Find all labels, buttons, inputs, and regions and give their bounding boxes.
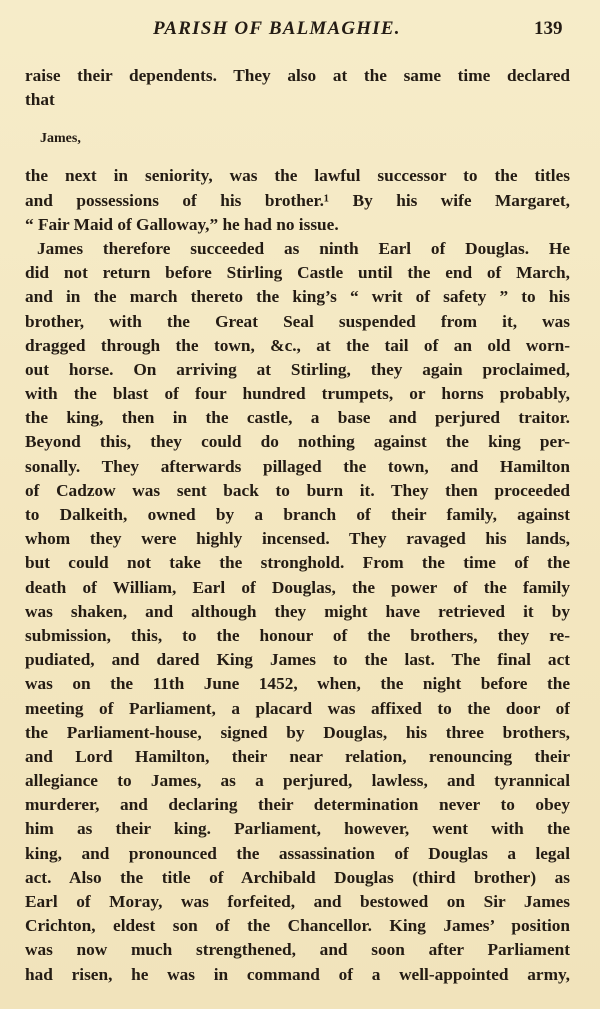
text-line: Earl of Moray, was forfeited, and bestowed on Sir James <box>25 892 570 911</box>
text-line: was on the 11th June 1452, when, the night before the <box>25 674 570 694</box>
text-line: had risen, he was in command of a well-appointed army, <box>25 964 570 984</box>
text-line: brother, with the Great Seal suspended from it, was <box>25 311 570 331</box>
text-line: was now much strengthened, and soon after Parliament <box>25 940 570 960</box>
text-line: Crichton, eldest son of the Chancellor. King James’ position <box>25 916 570 936</box>
text-line: of Cadzow was sent back to burn it. They then proceeded <box>25 480 570 500</box>
text-line: meeting of Parliament, a placard was affixed to the door of <box>25 698 570 718</box>
text-line: allegiance to James, as a perjured, lawless, and tyrannical <box>25 771 570 791</box>
person-heading: James, <box>40 131 81 147</box>
page-number: 139 <box>534 18 563 39</box>
text-line: did not return before Stirling Castle until the end of March, <box>25 263 570 283</box>
opening-paragraph <box>25 64 570 112</box>
text-line: and in the march thereto the king’s “ writ of safety ” to his <box>25 287 570 307</box>
text-line: dragged through the town, &c., at the tail of an old worn- <box>25 335 570 355</box>
running-title: PARISH OF BALMAGHIE. <box>153 18 401 39</box>
text-line: murderer, and declaring their determination never to obey <box>25 795 570 815</box>
text-line: king, and pronounced the assassination of Douglas a legal <box>25 843 570 863</box>
text-line: death of William, Earl of Douglas, the power of the family <box>25 577 570 597</box>
text-line: but could not take the stronghold. From the time of the <box>25 553 570 573</box>
text-line: with the blast of four hundred trumpets, or horns probably, <box>25 384 570 404</box>
text-line: him as their king. Parliament, however, went with the <box>25 819 570 839</box>
text-line: Beyond this, they could do nothing against the king per- <box>25 432 570 452</box>
text-line: and possessions of his brother.¹ By his wife Margaret, <box>25 190 570 210</box>
body-paragraphs <box>25 164 570 986</box>
text-line: pudiated, and dared King James to the last. The final act <box>25 650 570 670</box>
text-line: whom they were highly incensed. They ravaged his lands, <box>25 529 570 549</box>
text-line: the king, then in the castle, a base and perjured traitor. <box>25 408 570 428</box>
text-line: that <box>25 90 55 110</box>
text-line: raise their dependents. They also at the same time declared <box>25 66 570 85</box>
text-line: act. Also the title of Archibald Douglas (third brother) as <box>25 867 570 887</box>
text-line: sonally. They afterwards pillaged the town, and Hamilton <box>25 456 570 476</box>
page-header <box>0 16 600 46</box>
main-text <box>25 64 570 987</box>
text-line: submission, this, to the honour of the brothers, they re- <box>25 625 570 645</box>
text-line: James therefore succeeded as ninth Earl of Douglas. He <box>37 238 570 258</box>
text-line: the next in seniority, was the lawful successor to the titles <box>25 166 570 186</box>
text-line: “ Fair Maid of Galloway,” he had no issue. <box>25 214 339 234</box>
text-line: out horse. On arriving at Stirling, they again proclaimed, <box>25 359 570 379</box>
text-line: the Parliament-house, signed by Douglas, his three brothers, <box>25 722 570 742</box>
text-line: and Lord Hamilton, their near relation, renouncing their <box>25 746 570 766</box>
text-line: was shaken, and although they might have retrieved it by <box>25 601 570 621</box>
text-line: to Dalkeith, owned by a branch of their family, against <box>25 505 570 524</box>
